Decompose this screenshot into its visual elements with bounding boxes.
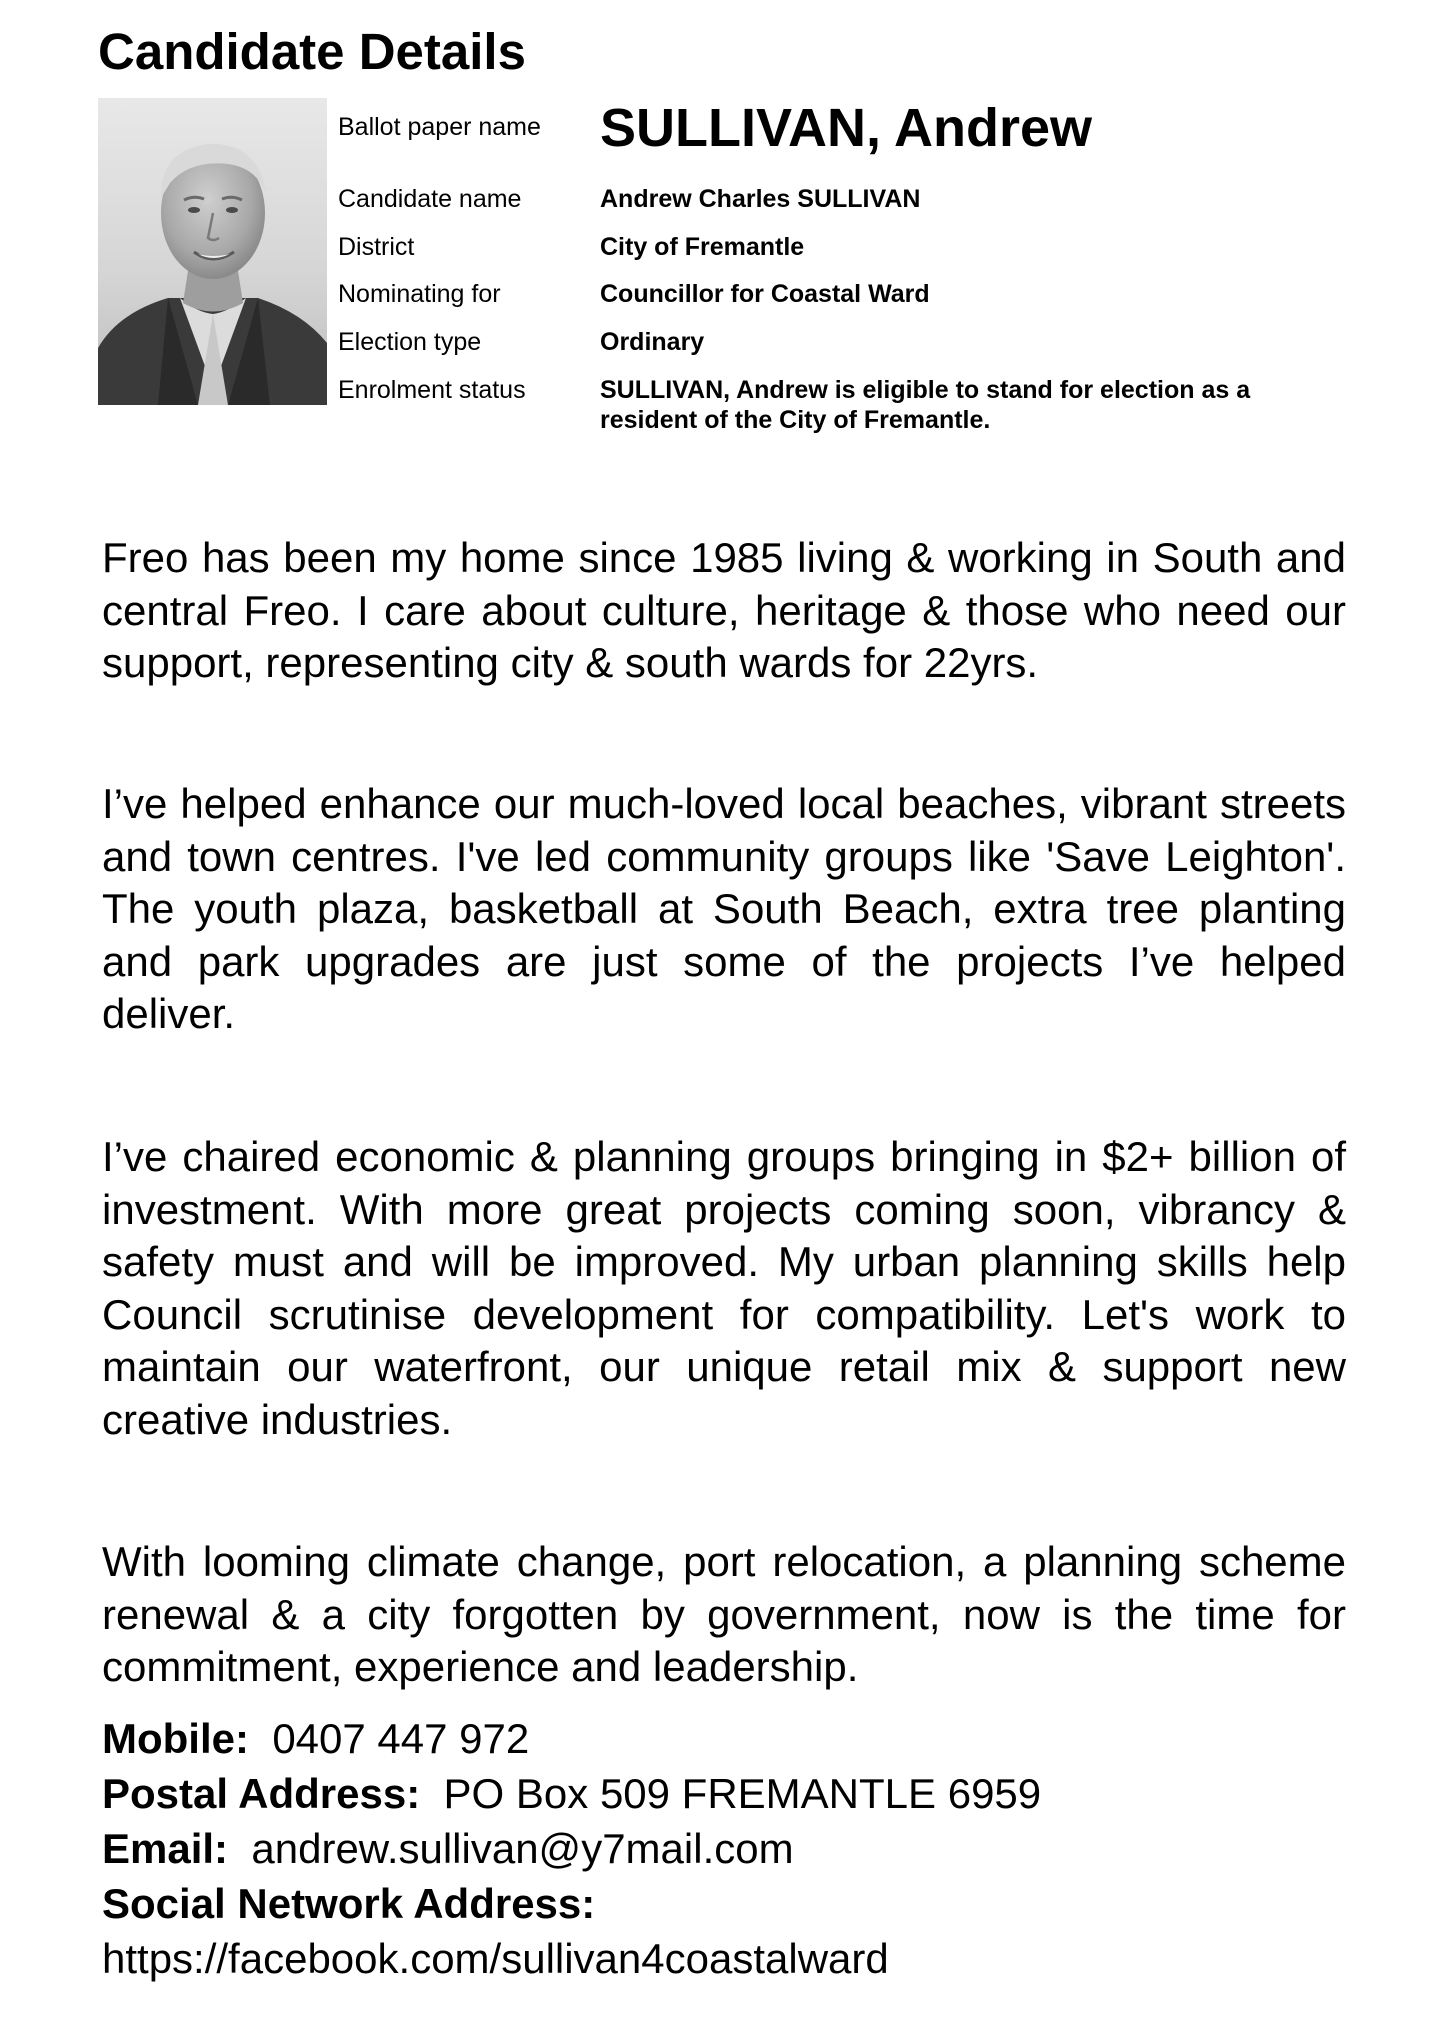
mobile-value: 0407 447 972 [272,1715,530,1762]
candidate-name-label: Candidate name [338,185,522,213]
email-link[interactable]: andrew.sullivan@y7mail.com [251,1825,794,1872]
nominating-label: Nominating for [338,280,501,308]
election-type-label: Election type [338,328,482,356]
district-label: District [338,233,415,261]
mobile-line [102,1711,1346,1766]
district-value: City of Fremantle [600,233,805,261]
email-line [102,1821,1346,1876]
enrolment-label: Enrolment status [338,376,526,404]
enrolment-value: SULLIVAN, Andrew is eligible to stand for election as a resident of the City of Fremantle. [600,376,1251,434]
statement-paragraph-3: I’ve chaired economic & planning groups bringing in $2+ billion of investment. With more great projects coming soon, vibrancy & safety must and will be improved. My urban planning skills help Council scrutinise development for compatibility. Let's work to maintain our waterfront, our unique retail mix & support new creative industries. [102,1133,1346,1443]
candidate-name-value: Andrew Charles SULLIVAN [600,185,921,213]
candidate-photo [98,98,327,405]
postal-value: PO Box 509 FREMANTLE 6959 [443,1770,1042,1817]
ballot-name-value: SULLIVAN, Andrew [600,98,1093,158]
social-link[interactable]: https://facebook.com/sullivan4coastalward [102,1935,889,1982]
social-url-line [102,1931,1346,1986]
social-label-line [102,1876,1346,1931]
nominating-value: Councillor for Coastal Ward [600,280,930,308]
mobile-label: Mobile: [102,1715,249,1762]
postal-label: Postal Address: [102,1770,421,1817]
statement-paragraph-1: Freo has been my home since 1985 living & working in South and central Freo. I care about culture, heritage & those who need our support, representing city & south wards for 22yrs. [102,534,1346,687]
statement-paragraph-2: I’ve helped enhance our much-loved local beaches, vibrant streets and town centres. I've led community groups like 'Save Leighton'. The youth plaza, basketball at South Beach, extra tree planting and park upgrades are just some of the projects I’ve helped deliver. [102,780,1346,1038]
postal-line [102,1766,1346,1821]
election-type-value: Ordinary [600,328,705,356]
ballot-name-label: Ballot paper name [338,113,541,141]
email-label: Email: [102,1825,229,1872]
page-title: Candidate Details [98,23,526,80]
statement-paragraph-4: With looming climate change, port relocation, a planning scheme renewal & a city forgotten by government, now is the time for commitment, experience and leadership. [102,1538,1346,1691]
social-label: Social Network Address: [102,1880,596,1927]
